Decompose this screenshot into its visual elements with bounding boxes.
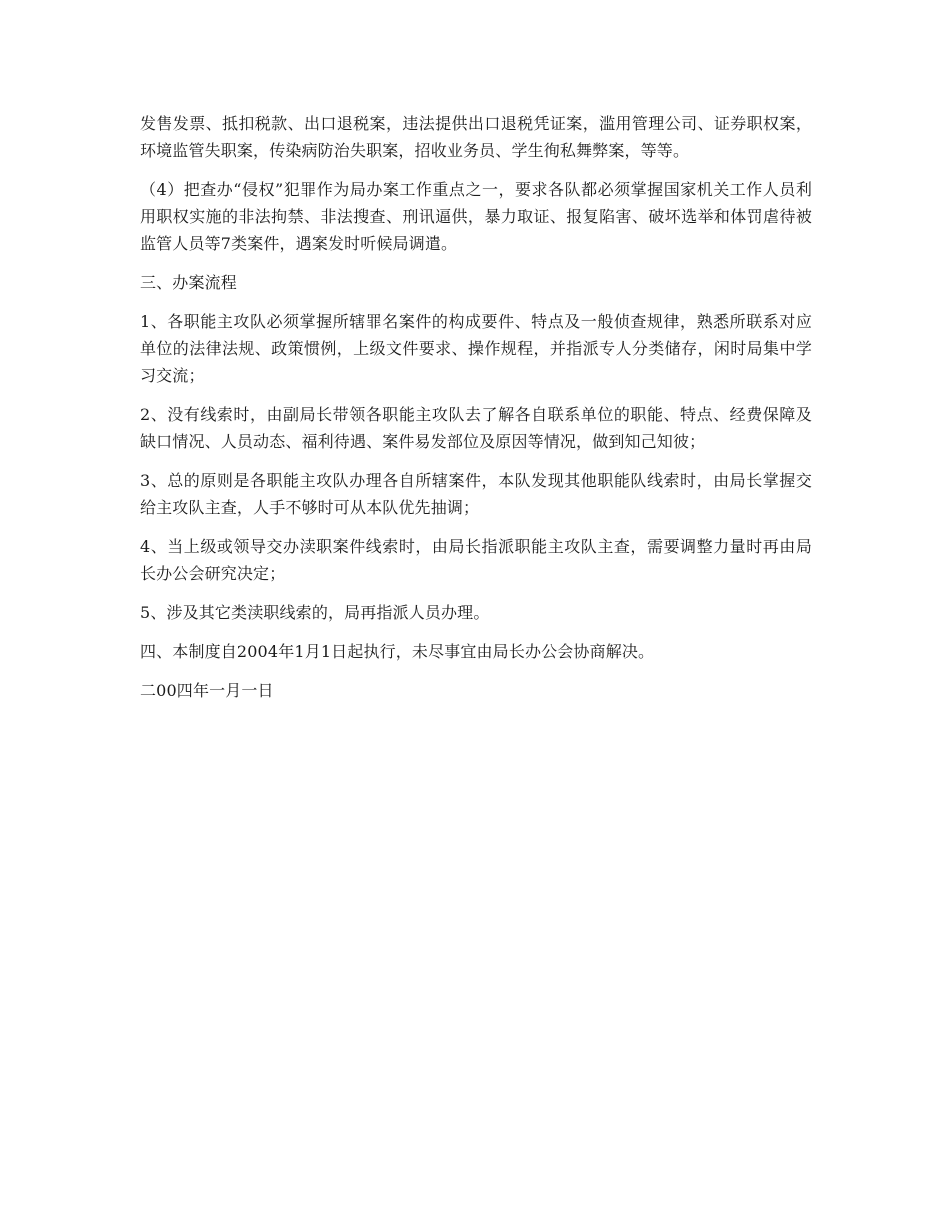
procedure-item-3: 3、总的原则是各职能主攻队办理各自所辖案件，本队发现其他职能队线索时，由局长掌握交给主攻队主查，人手不够时可从本队优先抽调；	[140, 471, 812, 517]
document-date: 二00四年一月一日	[140, 681, 274, 700]
procedure-item-5: 5、涉及其它类渎职线索的，局再指派人员办理。	[140, 603, 490, 622]
document-body	[140, 110, 812, 716]
procedure-item-4: 4、当上级或领导交办渎职案件线索时，由局长指派职能主攻队主查，需要调整力量时再由局长办公会研究决定；	[140, 537, 812, 583]
paragraph-case-list-continued: 发售发票、抵扣税款、出口退税案，违法提供出口退税凭证案，滥用管理公司、证券职权案，环境监管失职案，传染病防治失职案，招收业务员、学生徇私舞弊案，等等。	[140, 114, 812, 160]
procedure-item-1: 1、各职能主攻队必须掌握所辖罪名案件的构成要件、特点及一般侦查规律，熟悉所联系对应单位的法律法规、政策惯例，上级文件要求、操作规程，并指派专人分类储存，闲时局集中学习交流；	[140, 312, 812, 385]
paragraph-item-4: （4）把查办“侵权”犯罪作为局办案工作重点之一，要求各队都必须掌握国家机关工作人员利用职权实施的非法拘禁、非法搜查、刑讯逼供，暴力取证、报复陷害、破坏选举和体罚虐待被监管人员等7类案件，遇案发时听候局调遣。	[140, 180, 812, 253]
section-heading-procedure: 三、办案流程	[140, 273, 237, 292]
section-effective-date: 四、本制度自2004年1月1日起执行，未尽事宜由局长办公会协商解决。	[140, 642, 655, 661]
procedure-item-2: 2、没有线索时，由副局长带领各职能主攻队去了解各自联系单位的职能、特点、经费保障及缺口情况、人员动态、福利待遇、案件易发部位及原因等情况，做到知己知彼；	[140, 405, 812, 451]
